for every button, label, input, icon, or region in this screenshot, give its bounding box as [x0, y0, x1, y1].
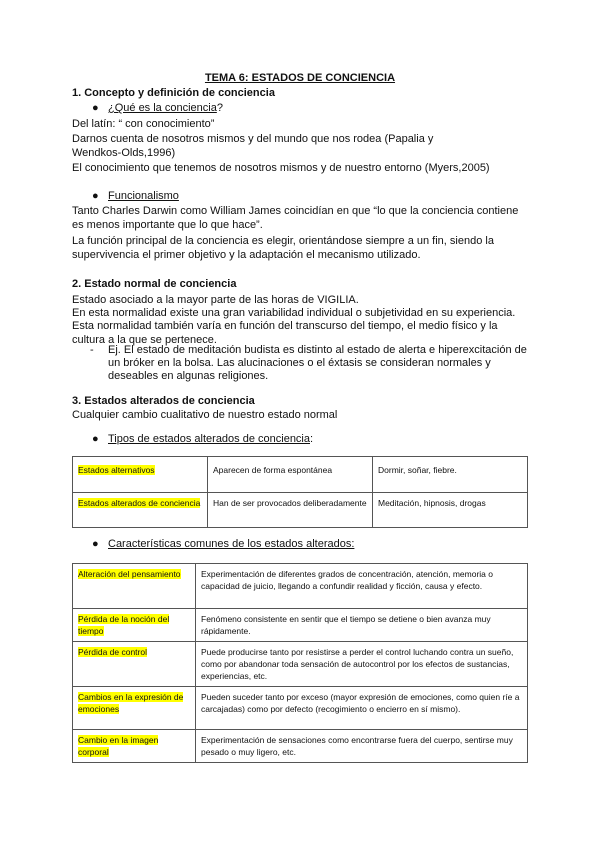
bullet-tipos: [92, 433, 313, 445]
bullet-caracteristicas: [92, 538, 354, 550]
table-row: [73, 493, 528, 528]
table-cell: Fenómeno consistente en sentir que el tiempo se detiene o bien avanza muy rápidamente.: [196, 609, 528, 642]
paragraph: El conocimiento que tenemos de nosotros mismos y de nuestro entorno (Myers,2005): [72, 162, 490, 174]
paragraph: La función principal de la conciencia es elegir, orientándose siempre a un fin, siendo la supervivencia el primer objetivo y la adaptación el mecanismo utilizado.: [72, 235, 494, 261]
types-table: [72, 456, 528, 528]
bullet-suffix: ?: [216, 102, 223, 114]
table-cell: [73, 730, 196, 763]
section-3-heading: 3. Estados alterados de conciencia: [72, 395, 255, 407]
bullet-text: Tipos de estados alterados de conciencia: [108, 433, 310, 445]
dash-marker: -: [90, 344, 94, 356]
table-cell: Meditación, hipnosis, drogas: [373, 493, 528, 528]
table-row: [73, 564, 528, 609]
table-cell: [73, 609, 196, 642]
bullet-icon: ●: [92, 190, 99, 202]
table-cell: Aparecen de forma espontánea: [208, 457, 373, 493]
bullet-icon: ●: [92, 538, 99, 550]
table-cell: Pueden suceder tanto por exceso (mayor expresión de emociones, como quien ríe a carcajadas) como por defecto (recogimiento o encierro en sí mismo).: [196, 687, 528, 730]
section-1-heading: 1. Concepto y definición de conciencia: [72, 87, 275, 99]
table-cell: Experimentación de diferentes grados de concentración, atención, memoria o capacidad de juicio, llegando a confundir realidad y ficción, causa y efecto.: [196, 564, 528, 609]
paragraph: Del latín: “ con conocimiento”: [72, 118, 215, 130]
highlighted-term: Pérdida de la noción del tiempo: [78, 614, 170, 636]
bullet-text: Características comunes de los estados alterados:: [108, 538, 355, 550]
bullet-que-es: [92, 102, 223, 114]
highlighted-term: Estados alterados de conciencia: [78, 498, 201, 508]
bullet-text: Funcionalismo: [108, 190, 179, 202]
bullet-icon: ●: [92, 102, 99, 114]
table-row: [73, 642, 528, 687]
example-text: Ej. El estado de meditación budista es distinto al estado de alerta e hiperexcitación de un bróker en la bolsa. Las alucinaciones o el éxtasis se consideran normales y deseables en algunas religiones.: [108, 344, 527, 382]
table-cell: [73, 642, 196, 687]
table-row: [73, 609, 528, 642]
highlighted-term: Estados alternativos: [78, 465, 155, 475]
table-cell: [73, 493, 208, 528]
bullet-suffix: :: [310, 433, 314, 445]
page-title: TEMA 6: ESTADOS DE CONCIENCIA: [204, 72, 396, 84]
paragraph: Cualquier cambio cualitativo de nuestro estado normal: [72, 409, 338, 421]
highlighted-term: Cambios en la expresión de emociones: [78, 692, 184, 714]
table-cell: Dormir, soñar, fiebre.: [373, 457, 528, 493]
section-2-heading: 2. Estado normal de conciencia: [72, 278, 237, 290]
paragraph: Tanto Charles Darwin como William James coincidían en que “lo que la conciencia contiene es menos importante que lo que hace”.: [72, 205, 519, 231]
table-cell: [73, 457, 208, 493]
characteristics-table: [72, 563, 528, 763]
table-cell: [73, 687, 196, 730]
paragraph: Esta normalidad también varía en función del transcurso del tiempo, el medio físico y la cultura a la que se pertenece.: [72, 320, 498, 346]
table-row: [73, 457, 528, 493]
highlighted-term: Cambio en la imagen corporal: [78, 735, 159, 757]
table-cell: Puede producirse tanto por resistirse a perder el control luchando contra un sueño, como por abandonar toda sensación de autocontrol por los efectos de sustancias, experiencias, etc.: [196, 642, 528, 687]
table-cell: [73, 564, 196, 609]
paragraph: Estado asociado a la mayor parte de las horas de VIGILIA.: [72, 294, 359, 306]
bullet-icon: ●: [92, 433, 99, 445]
bullet-funcionalismo: [92, 190, 179, 202]
bullet-text: ¿Qué es la conciencia: [108, 102, 217, 114]
paragraph: En esta normalidad existe una gran variabilidad individual o subjetividad en su experiencia.: [72, 307, 516, 319]
table-cell: Han de ser provocados deliberadamente: [208, 493, 373, 528]
table-row: [73, 730, 528, 763]
table-cell: Experimentación de sensaciones como encontrarse fuera del cuerpo, sentirse muy pesado o muy ligero, etc.: [196, 730, 528, 763]
paragraph: Wendkos-Olds,1996): [72, 147, 176, 159]
highlighted-term: Pérdida de control: [78, 647, 147, 657]
highlighted-term: Alteración del pensamiento: [78, 569, 181, 579]
paragraph: Darnos cuenta de nosotros mismos y del mundo que nos rodea (Papalia y: [72, 133, 434, 145]
table-row: [73, 687, 528, 730]
